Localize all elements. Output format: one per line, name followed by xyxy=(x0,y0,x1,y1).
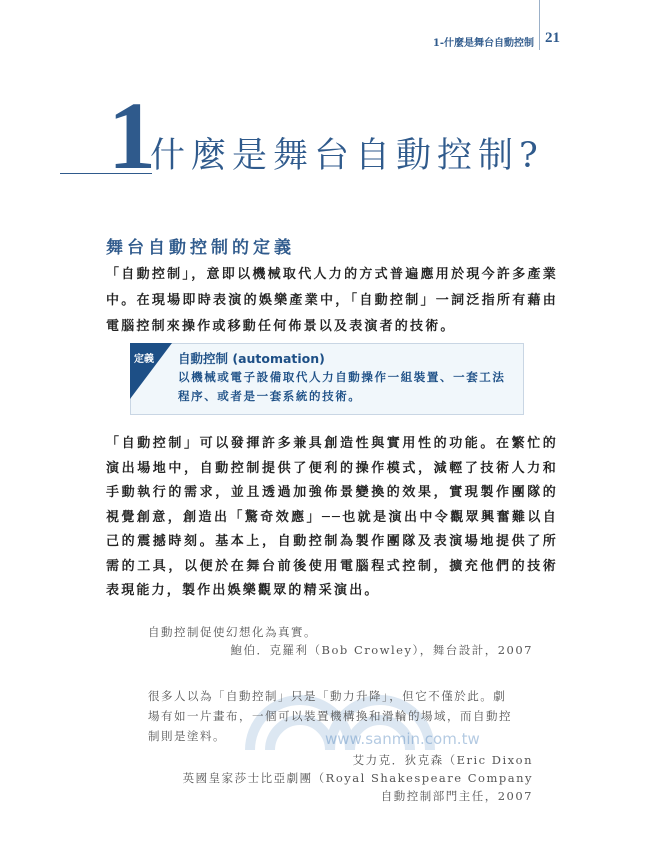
page-number: 21 xyxy=(545,30,560,46)
definition-text: 以機械或電子設備取代人力自動操作一組裝置、一套工法程序、或者是一套系統的技術。 xyxy=(178,370,506,403)
chapter-title: 什麼是舞台自動控制? xyxy=(150,136,544,176)
quote-2-attribution-role: 自動控制部門主任，2007 xyxy=(380,789,533,803)
watermark-url: www.sanmin.com.tw xyxy=(325,730,480,748)
quote-1: 自動控制促使幻想化為真實。 xyxy=(148,625,317,639)
chapter-number: 1 xyxy=(108,82,156,189)
quote-1-attribution: 鮑伯．克羅利（Bob Crowley），舞台設計，2007 xyxy=(230,643,533,657)
running-head: 1-什麼是舞台自動控制 xyxy=(432,38,534,49)
section-heading: 舞台自動控制的定義 xyxy=(106,238,295,258)
paragraph-1: 「自動控制」，意即以機械取代人力的方式普遍應用於現今許多產業中。在現場即時表演的娛樂產業中，「自動控制」一詞泛指所有藉由電腦控制來操作或移動任何佈景以及表演者的技術。 xyxy=(106,267,558,334)
quote-2-attribution-name: 艾力克．狄克森（Eric Dixon xyxy=(352,753,533,767)
paragraph-2: 「自動控制」可以發揮許多兼具創造性與實用性的功能。在繁忙的演出場地中，自動控制提供了便利的操作模式，減輕了技術人力和手動執行的需求，並且透過加強佈景變換的效果，實現製作團隊的視覺創意，創造出「驚奇效應」──也就是演出中令觀眾興奮難以自己的震撼時刻。基本上，自動控制為製作團隊及表演場地提供了所需的工具，以便於在舞台前後使用電腦程式控制，擴充他們的技術表現能力，製作出娛樂觀眾的精采演出。 xyxy=(106,436,558,598)
definition-term: 自動控制 (automation) xyxy=(178,351,325,366)
quote-2-attribution-org: 英國皇家莎士比亞劇團（Royal Shakespeare Company xyxy=(182,771,533,785)
definition-label: 定義 xyxy=(134,354,154,365)
header-divider xyxy=(539,0,540,50)
quote-2: 很多人以為「自動控制」只是「動力升降」，但它不僅於此。劇場有如一片畫布，一個可以裝置機構換和滑輪的場域，而自動控制則是塗料。 xyxy=(148,689,512,743)
